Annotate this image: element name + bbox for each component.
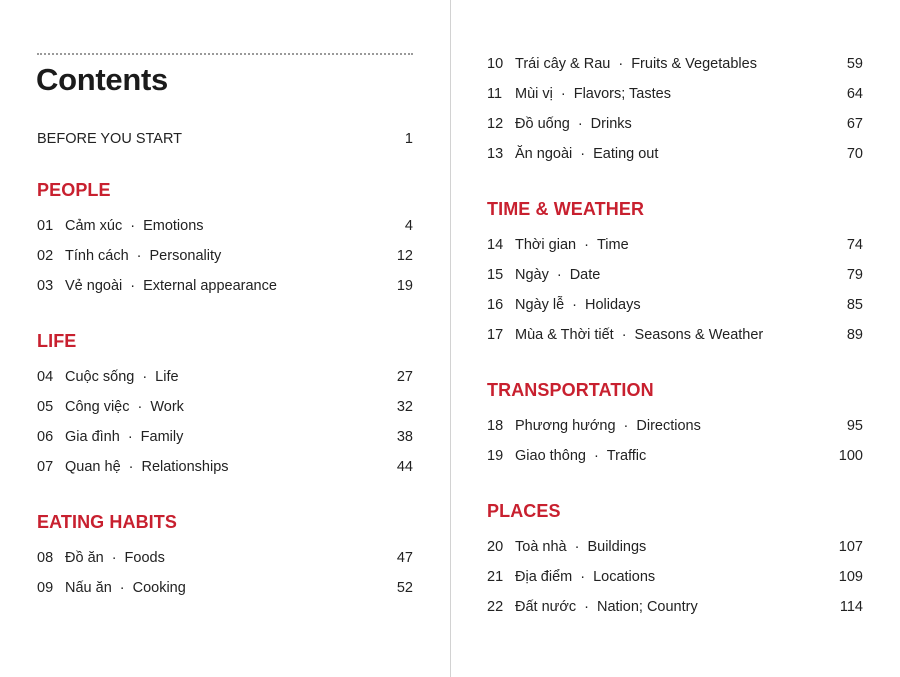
separator-dot: ·: [556, 267, 562, 283]
entry-page: 4: [404, 218, 413, 234]
entry-page: 44: [396, 459, 413, 475]
entry-number: 20: [487, 539, 504, 555]
entry-page: 47: [396, 550, 413, 566]
separator-dot: ·: [130, 278, 136, 294]
toc-entry[interactable]: [487, 416, 863, 436]
entry-number: 01: [37, 218, 54, 234]
separator-dot: ·: [130, 218, 136, 234]
entry-english: Flavors; Tastes: [573, 86, 671, 102]
entry-vietnamese: Ngày lễ: [515, 297, 565, 313]
entry-english: Directions: [636, 418, 701, 434]
right-page: [451, 0, 900, 677]
entry-number: 14: [487, 237, 504, 253]
toc-entry[interactable]: [37, 578, 413, 598]
entry-english: Holidays: [585, 297, 641, 313]
section-heading-transportation: TRANSPORTATION: [487, 380, 654, 400]
entry-number: 09: [37, 580, 54, 596]
entry-page: 38: [396, 429, 413, 445]
entry-page: 114: [839, 599, 863, 615]
entry-page: 12: [396, 248, 413, 264]
entry-page: 67: [846, 116, 863, 132]
separator-dot: ·: [119, 580, 125, 596]
separator-dot: ·: [111, 550, 117, 566]
entry-english: Date: [569, 267, 601, 283]
toc-entry[interactable]: [37, 427, 413, 447]
separator-dot: ·: [137, 399, 143, 415]
entry-vietnamese: Mùa & Thời tiết: [515, 327, 614, 343]
toc-entry[interactable]: [487, 84, 863, 104]
entry-page: 85: [846, 297, 863, 313]
entry-vietnamese: Gia đình: [65, 429, 120, 445]
entry-vietnamese: Quan hệ: [65, 459, 121, 475]
toc-entry[interactable]: [37, 246, 413, 266]
entry-number: 11: [487, 86, 503, 102]
toc-entry[interactable]: [487, 537, 863, 557]
entry-vietnamese: Đất nước: [515, 599, 577, 615]
entry-english: Locations: [593, 569, 656, 585]
toc-entry[interactable]: [487, 295, 863, 315]
entry-english: Family: [140, 429, 184, 445]
entry-english: Emotions: [143, 218, 204, 234]
entry-page: 32: [396, 399, 413, 415]
toc-entry[interactable]: [487, 597, 863, 617]
entry-english: Seasons & Weather: [634, 327, 764, 343]
entry-vietnamese: Mùi vị: [515, 86, 553, 102]
separator-dot: ·: [584, 237, 589, 253]
entry-page: 19: [396, 278, 413, 294]
toc-entry[interactable]: [487, 446, 863, 466]
section-heading-life: LIFE: [37, 331, 77, 351]
entry-english: Buildings: [587, 539, 647, 555]
entry-english: Nation; Country: [596, 599, 698, 615]
entry-page: 107: [838, 539, 863, 555]
toc-entry[interactable]: [487, 567, 863, 587]
entry-number: 03: [37, 278, 54, 294]
separator-dot: ·: [618, 56, 624, 72]
entry-english: Foods: [124, 550, 165, 566]
entry-number: 12: [487, 116, 504, 132]
toc-entry[interactable]: [37, 216, 413, 236]
section-heading-eating-habits: EATING HABITS: [37, 512, 177, 532]
entry-number: 17: [487, 327, 504, 343]
separator-dot: ·: [136, 248, 142, 264]
entry-vietnamese: Đồ uống: [515, 116, 570, 132]
toc-entry[interactable]: [487, 144, 863, 164]
entry-page: 89: [846, 327, 863, 343]
entry-number: 16: [487, 297, 504, 313]
separator-dot: ·: [572, 297, 578, 313]
entry-number: 08: [37, 550, 54, 566]
entry-vietnamese: Ngày: [515, 267, 549, 283]
separator-dot: ·: [593, 448, 599, 464]
entry-number: 21: [487, 569, 504, 585]
entry-vietnamese: Cảm xúc: [65, 218, 123, 234]
entry-english: Work: [150, 399, 184, 415]
entry-number: 06: [37, 429, 54, 445]
toc-entry-intro[interactable]: [37, 129, 413, 149]
entry-vietnamese: Toà nhà: [515, 539, 567, 555]
toc-entry[interactable]: [37, 367, 413, 387]
entry-page: 52: [396, 580, 413, 596]
separator-dot: ·: [577, 116, 583, 132]
entry-number: 02: [37, 248, 54, 264]
entry-number: 10: [487, 56, 504, 72]
entry-vietnamese: Trái cây & Rau: [515, 56, 611, 72]
entry-vietnamese: Phương hướng: [515, 418, 616, 434]
entry-page: 27: [396, 369, 413, 385]
toc-entry[interactable]: [37, 548, 413, 568]
entry-page: 100: [838, 448, 863, 464]
entry-english: Personality: [149, 248, 222, 264]
entry-label: BEFORE YOU START: [37, 131, 183, 147]
separator-dot: ·: [580, 569, 586, 585]
separator-dot: ·: [574, 539, 580, 555]
toc-entry[interactable]: [487, 325, 863, 345]
entry-vietnamese: Công việc: [65, 399, 130, 415]
entry-page: 79: [846, 267, 863, 283]
entry-english: Cooking: [132, 580, 186, 596]
entry-vietnamese: Đồ ăn: [65, 550, 104, 566]
entry-vietnamese: Nấu ăn: [65, 580, 112, 596]
entry-page: 1: [404, 131, 413, 147]
entry-english: Time: [596, 237, 629, 253]
section-heading-people: PEOPLE: [37, 180, 111, 200]
entry-page: 74: [846, 237, 863, 253]
entry-number: 18: [487, 418, 504, 434]
entry-english: Fruits & Vegetables: [631, 56, 757, 72]
separator-dot: ·: [580, 146, 586, 162]
entry-english: Traffic: [606, 448, 647, 464]
entry-number: 07: [37, 459, 54, 475]
separator-dot: ·: [128, 459, 134, 475]
separator-dot: ·: [142, 369, 148, 385]
entry-page: 70: [846, 146, 863, 162]
entry-number: 05: [37, 399, 54, 415]
entry-english: Eating out: [593, 146, 659, 162]
toc-entry[interactable]: [487, 54, 863, 74]
toc-entry[interactable]: [37, 457, 413, 477]
section-heading-places: PLACES: [487, 501, 561, 521]
separator-dot: ·: [621, 327, 627, 343]
separator-dot: ·: [560, 86, 566, 102]
entry-page: 109: [838, 569, 863, 585]
entry-english: Life: [155, 369, 179, 385]
separator-dot: ·: [623, 418, 629, 434]
toc-entry[interactable]: [37, 397, 413, 417]
entry-english: Relationships: [141, 459, 229, 475]
entry-vietnamese: Vẻ ngoài: [65, 278, 123, 294]
entry-vietnamese: Ăn ngoài: [515, 146, 573, 162]
entry-page: 64: [846, 86, 863, 102]
dotted-rule: [37, 53, 413, 55]
entry-vietnamese: Tính cách: [65, 248, 129, 264]
toc-entry[interactable]: [487, 265, 863, 285]
entry-number: 15: [487, 267, 504, 283]
toc-entry[interactable]: [487, 114, 863, 134]
entry-page: 95: [846, 418, 863, 434]
entry-number: 22: [487, 599, 504, 615]
entry-number: 13: [487, 146, 504, 162]
entry-number: 19: [487, 448, 504, 464]
entry-vietnamese: Cuộc sống: [65, 369, 135, 385]
entry-page: 59: [846, 56, 863, 72]
separator-dot: ·: [584, 599, 589, 615]
toc-entry[interactable]: [37, 276, 413, 296]
page-title: Contents: [36, 62, 168, 97]
entry-english: External appearance: [143, 278, 277, 294]
entry-vietnamese: Giao thông: [515, 448, 586, 464]
entry-english: Drinks: [590, 116, 632, 132]
section-heading-time-weather: TIME & WEATHER: [487, 199, 645, 219]
entry-number: 04: [37, 369, 54, 385]
entry-vietnamese: Địa điểm: [515, 569, 573, 585]
separator-dot: ·: [127, 429, 133, 445]
toc-entry[interactable]: [487, 235, 863, 255]
entry-vietnamese: Thời gian: [515, 237, 577, 253]
